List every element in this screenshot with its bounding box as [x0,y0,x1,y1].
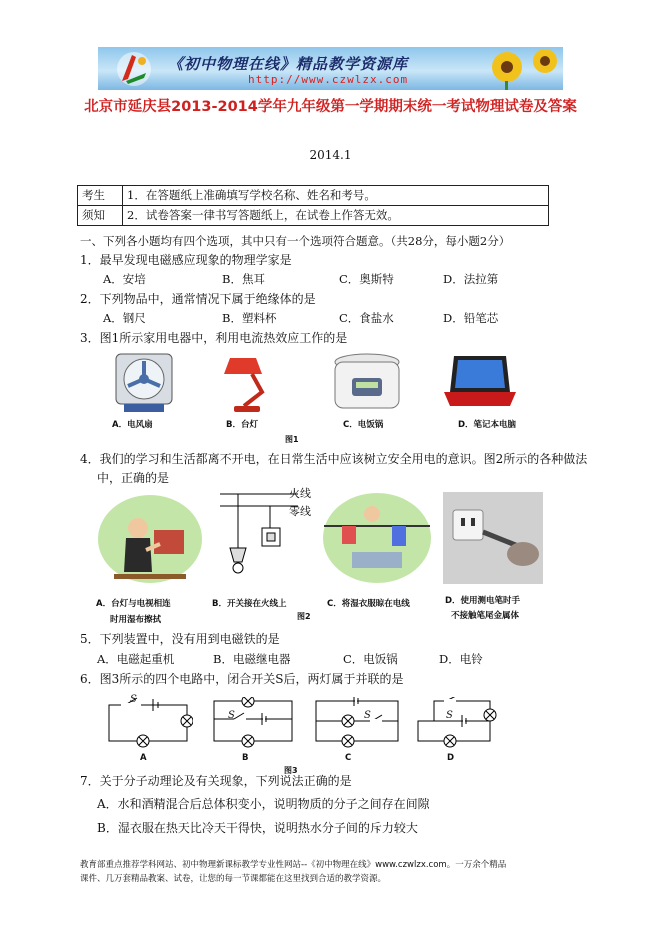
q1-option-c: C．奥斯特 [339,272,394,286]
circuit-a-diagram [103,697,193,749]
test-pen-photo-icon [443,492,543,584]
neutral-wire-label: 零线 [289,505,311,518]
logo-icon [106,47,166,90]
q2-option-b: B．塑料杯 [222,311,277,325]
question-6-stem: 6．图3所示的四个电路中，闭合开关S后，两灯属于并联的是 [80,672,404,686]
q4-caption-a: A．台灯与电视相连 [96,599,171,609]
question-1-stem: 1．最早发现电磁感应现象的物理学家是 [80,253,292,267]
circuit-label-c: C [345,753,352,763]
desk-lamp-icon [222,352,282,414]
q3-caption-d: D．笔记本电脑 [458,420,517,430]
switch-label-b: S [228,710,235,721]
circuit-d-diagram [414,697,506,749]
switch-label-a: S [130,694,137,705]
notice-item: 2．试卷答案一律书写答题纸上，在试卷上作答无效。 [123,206,549,226]
laptop-icon [440,352,520,414]
switch-label-d: S [446,710,453,721]
q7-option-a: A．水和酒精混合后总体积变小，说明物质的分子之间存在间隙 [97,797,430,811]
q4-caption-a-cont: 时用湿布擦拭 [110,615,162,625]
circuit-label-a: A [140,753,147,763]
footer-line: 课件、几万套精品教案、试卷，让您的每一节课都能在这里找到合适的教学资源。 [80,874,387,884]
figure-2-label: 图2 [297,612,311,621]
question-3-stem: 3．图1所示家用电器中，利用电流热效应工作的是 [80,331,348,345]
page-title: 北京市延庆县2013-2014学年九年级第一学期期末统一考试物理试卷及答案 [84,99,577,115]
q3-caption-a: A．电风扇 [112,420,153,430]
q4-caption-b: B．开关接在火线上 [212,599,287,609]
q2-option-a: A．钢尺 [103,311,146,325]
notice-item: 1．在答题纸上准确填写学校名称、姓名和考号。 [123,186,549,206]
q5-option-d: D．电铃 [439,652,483,666]
clothes-on-wire-scene-icon [322,492,432,584]
q4-caption-d: D．使用测电笔时手 [445,596,521,606]
question-4-stem-cont: 中，正确的是 [97,471,170,485]
q7-option-b: B．湿衣服在热天比冷天干得快，说明热水分子间的斥力较大 [97,821,418,835]
q2-option-d: D．铅笔芯 [443,311,499,325]
q1-option-d: D．法拉第 [443,272,499,286]
q2-option-c: C．食盐水 [339,311,394,325]
question-7-stem: 7．关于分子动理论及有关现象，下列说法正确的是 [80,774,352,788]
notice-label: 须知 [78,206,123,226]
circuit-b-diagram [208,697,298,749]
section-heading: 一、下列各小题均有四个选项，其中只有一个选项符合题意。（共28分，每小题2分） [80,234,511,248]
electric-fan-icon [110,352,180,414]
circuit-label-d: D [447,753,455,763]
figure-3-label: 图3 [284,766,298,775]
q1-option-a: A．安培 [103,272,146,286]
question-5-stem: 5．下列装置中，没有用到电磁铁的是 [80,632,280,646]
sunflower-icon [483,47,563,90]
header-banner [98,47,563,90]
banner-title: 《初中物理在线》精品教学资源库 [168,55,409,73]
exam-date: 2014.1 [309,148,352,162]
q5-option-b: B．电磁继电器 [213,652,291,666]
question-4-stem: 4．我们的学习和生活都离不开电，在日常生活中应该树立安全用电的意识。图2所示的各种做法 [80,452,588,466]
notice-table [77,185,549,226]
question-2-stem: 2．下列物品中，通常情况下属于绝缘体的是 [80,292,316,306]
q5-option-c: C．电饭锅 [343,652,398,666]
banner-url[interactable]: http://www.czwlzx.com [248,73,409,86]
q3-caption-b: B．台灯 [226,420,258,430]
switch-wiring-diagram [218,488,313,584]
q1-option-b: B．焦耳 [222,272,265,286]
rice-cooker-icon [330,352,404,414]
footer-line: 教育部重点推荐学科网站、初中物理新课标教学专业性网站--《初中物理在线》www.czwlzx.com。一万余个精品 [80,860,507,870]
q3-caption-c: C．电饭锅 [343,420,384,430]
q4-caption-c: C．将湿衣服晾在电线 [327,599,410,609]
q5-option-a: A．电磁起重机 [97,652,175,666]
live-wire-label: 火线 [289,487,311,500]
page-footer [80,858,600,886]
figure-1-label: 图1 [285,435,299,444]
q4-caption-d-cont: 不接触笔尾金属体 [451,611,520,621]
circuit-label-b: B [242,753,249,763]
circuit-c-diagram [312,697,404,749]
switch-label-c: S [364,710,371,721]
wet-cloth-tv-scene-icon [96,494,204,584]
notice-label: 考生 [78,186,123,206]
